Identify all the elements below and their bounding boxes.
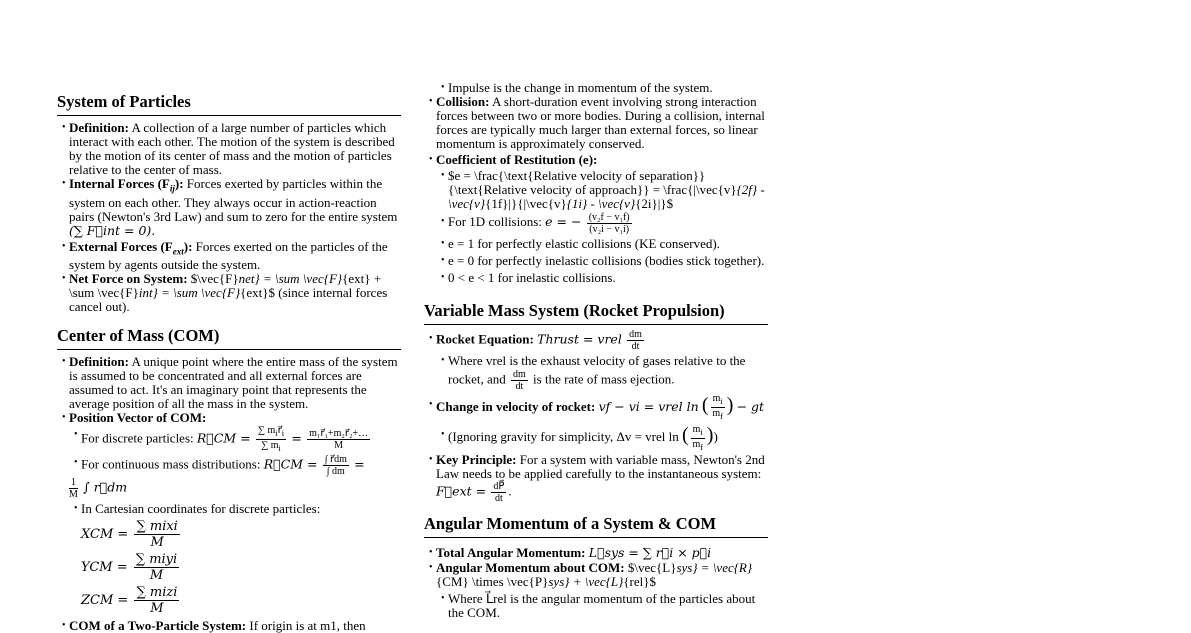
list-item-discrete: • For discrete particles: R⃗CM = $\frac{\sum m_ir⃗_i}{\sum m_i}$ = $\frac{\text{m₁r⃗₁+m₂r⃗₂+…}}{M}$ [57,425,401,454]
list-item-elastic: • e = 1 for perfectly elastic collisions (KE conserved). [424,237,768,251]
variable-mass-list [424,329,768,504]
section-title-variable-mass: Variable Mass System (Rocket Propulsion) [424,301,768,325]
list-item-two-particle: • COM of a Two-Particle System: If origin is at m1, then [57,619,401,633]
equation-zcm: ZCM = $\frac{\text{∑ mizi}}{M}$ [81,585,178,617]
left-column [57,0,401,633]
list-item-definition: • Definition: A collection of a large number of particles which interact with each other. The motion of the system is described by the motion of its center of mass and the motion of particles relative to the center of mass. [57,121,401,177]
angular-momentum-list [424,544,768,620]
list-item-total-angular-momentum: • Total Angular Momentum: L⃗sys = ∑ r⃗i × p⃗i [424,544,768,561]
list-item-angular-momentum-com: • Angular Momentum about COM: $\vec{L}sys} = \vec{R}{CM} \times \vec{P}sys} + \vec{L}{rel}$ [424,561,768,589]
list-item-restitution-raw: • $e = \frac{\text{Relative velocity of separation}}{\text{Relative velocity of approach}} = \frac{|\vec{v}{2f} -\vec{v}{1f}|}{|\vec{v}{1i} - \vec{v}{2i}|}$ [424,169,768,211]
list-item-external-forces: • External Forces $(F_{ext})$: Forces exerted on the particles of the system by agents outside the system. [57,240,401,273]
collision-list [424,81,768,285]
list-item-restitution-1d: • For 1D collisions: e = − $\frac{\text{(v₂f − v₁f)}}{\text{(v₂i − v₁i)}}$ [424,211,768,235]
list-item-inelastic-perfect: • e = 0 for perfectly inelastic collisions (bodies stick together). [424,254,768,268]
section-title-center-of-mass: Center of Mass (COM) [57,326,401,350]
list-item-cartesian: • In Cartesian coordinates for discrete particles: [57,502,401,516]
list-item-rocket-dv: • Change in velocity of rocket: vf − vi = vrel ln ( $\frac{m_i}{m_f}$ ) − gt [424,392,768,423]
right-column [424,0,768,620]
list-item-net-force: • Net Force on System: $\vec{F}net} = \sum \vec{F}{ext} + \sum \vec{F}int} = \sum \vec{F}{ext}$ (since internal forces cancel out). [57,272,401,314]
list-item-position-vector: • Position Vector of COM: [57,411,401,425]
list-item-inelastic: • 0 < e < 1 for inelastic collisions. [424,271,768,285]
list-item-rocket-ignoring-gravity: • (Ignoring gravity for simplicity, Δv = vrel ln ( $\frac{m_i}{m_f}$ )) [424,422,768,453]
list-item-key-principle: • Key Principle: For a system with variable mass, Newton's 2nd Law needs to be applied carefully to the instantaneous system: F⃗ext = $\frac{dP⃗}{dt}$ . [424,453,768,504]
center-of-mass-list [57,355,401,516]
section-title-system-of-particles: System of Particles [57,92,401,116]
list-item-continuous: • For continuous mass distributions: R⃗CM = $\frac{\int r⃗dm}{\int dm}$ = $\frac{1}{M}$ ∫ r⃗dm [57,454,401,500]
list-item-collision: • Collision: A short-duration event involving strong interaction forces between two or more bodies. During a collision, internal forces are typically much larger than external forces, so linear momentum is approximately conserved. [424,95,768,151]
list-item-rocket-where: • Where vrel is the exhaust velocity of gases relative to the rocket, and $\frac{dm}{dt}$ is the rate of mass ejection. [424,352,768,392]
section-title-angular-momentum: Angular Momentum of a System & COM [424,514,768,538]
equation-ycm: YCM = $\frac{\text{∑ miyi}}{M}$ [81,552,178,584]
list-item-impulse: • Impulse is the change in momentum of the system. [424,81,768,95]
list-item-rocket-equation: • Rocket Equation: Thrust = vrel $\frac{dm}{dt}$ [424,329,768,352]
list-item-angular-where: • Where L⃗rel is the angular momentum of the particles about the COM. [424,592,768,620]
system-of-particles-list [57,121,401,314]
list-item-restitution: • Coefficient of Restitution (e): [424,153,768,167]
list-item-internal-forces: • Internal Forces $(F_{ij})$: Forces exerted by particles within the system on each other. They always occur in action-reaction pairs (Newton's 3rd Law) and sum to zero for the entire system (∑ F⃗int = 0). [57,177,401,238]
equation-xcm: XCM = $\frac{\text{∑ mixi}}{M}$ [81,519,178,551]
list-item-com-definition: • Definition: A unique point where the entire mass of the system is assumed to be concentrated and all external forces are assumed to act. It's an imaginary point that represents the average position of all the mass in the system. [57,355,401,411]
